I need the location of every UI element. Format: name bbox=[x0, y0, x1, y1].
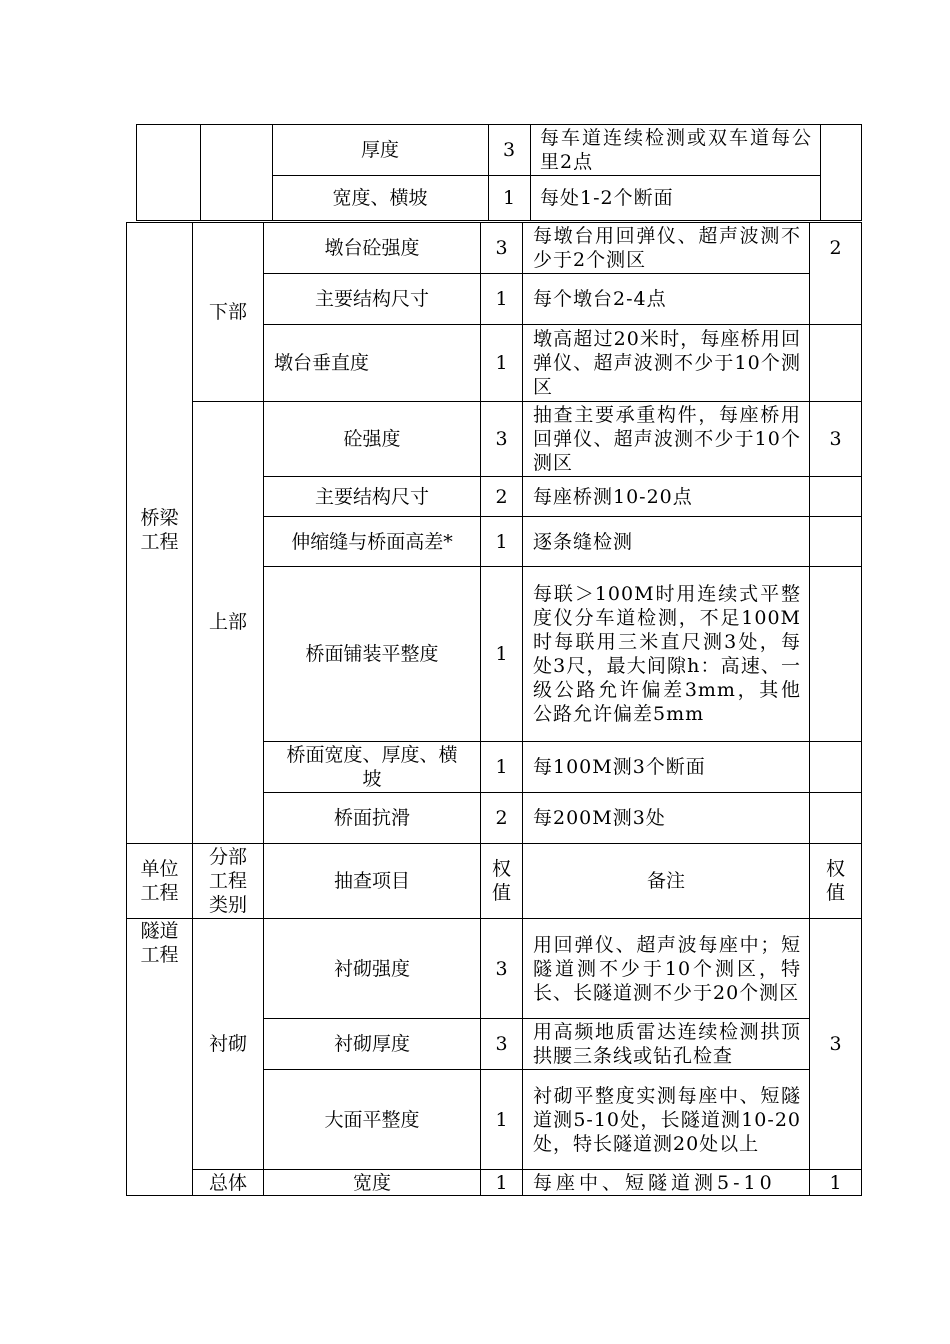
bridge-upper-item: 桥面铺装平整度 bbox=[305, 643, 439, 665]
bridge-upper-note: 每座桥测10-20点 bbox=[533, 485, 693, 508]
tunnel-lining-item: 衬砌强度 bbox=[333, 957, 410, 980]
top-row-note: 每车道连续检测或双车道每公里2点 bbox=[540, 127, 812, 173]
category-lower: 下部 bbox=[208, 301, 247, 323]
group-weight-overall: 1 bbox=[829, 1171, 842, 1194]
bridge-upper-weight: 2 bbox=[495, 807, 508, 829]
unit-tunnel: 隧道工程 bbox=[140, 920, 179, 966]
bridge-upper-item: 主要结构尺寸 bbox=[314, 485, 429, 508]
header-group-weight: 权值 bbox=[825, 858, 845, 904]
group-weight-upper: 3 bbox=[829, 428, 842, 450]
tunnel-overall-note: 每座中、短隧道测5-10 bbox=[533, 1171, 776, 1194]
bridge-lower-weight: 1 bbox=[495, 288, 508, 310]
tunnel-lining-note: 用回弹仪、超声波每座中；短隧道测不少于10个测区，特长、长隧道测不少于20个测区 bbox=[533, 933, 801, 1004]
tunnel-overall-item: 宽度 bbox=[352, 1171, 391, 1194]
bridge-lower-note: 每墩台用回弹仪、超声波测不少于2个测区 bbox=[533, 225, 801, 271]
tunnel-lining-weight: 3 bbox=[495, 1033, 508, 1055]
bridge-lower-weight: 1 bbox=[495, 352, 508, 374]
bridge-upper-item: 砼强度 bbox=[343, 428, 401, 450]
tunnel-lining-note: 用高频地质雷达连续检测拱顶拱腰三条线或钻孔检查 bbox=[533, 1021, 801, 1067]
bridge-upper-item: 伸缩缝与桥面高差* bbox=[291, 530, 453, 553]
top-row-weight: 3 bbox=[502, 139, 516, 161]
bridge-lower-item: 墩台垂直度 bbox=[274, 352, 370, 374]
tunnel-lining-item: 大面平整度 bbox=[324, 1108, 420, 1131]
bridge-lower-note: 墩高超过20米时，每座桥用回弹仪、超声波测不少于10个测区 bbox=[533, 328, 801, 398]
tunnel-overall-weight: 1 bbox=[495, 1171, 508, 1194]
category-lining: 衬砌 bbox=[208, 1033, 247, 1055]
bridge-lower-note: 每个墩台2-4点 bbox=[533, 288, 667, 310]
bridge-upper-item: 桥面宽度、厚度、横坡 bbox=[286, 744, 458, 790]
category-overall: 总体 bbox=[208, 1171, 247, 1194]
bridge-upper-note: 每100M测3个断面 bbox=[533, 756, 706, 778]
header-unit: 单位工程 bbox=[140, 858, 179, 904]
bridge-upper-note: 抽查主要承重构件，每座桥用回弹仪、超声波测不少于10个测区 bbox=[533, 404, 801, 474]
group-weight-lining: 3 bbox=[829, 1033, 842, 1055]
top-row-note: 每处1-2个断面 bbox=[540, 187, 674, 209]
unit-bridge: 桥梁工程 bbox=[140, 507, 179, 553]
bridge-upper-weight: 1 bbox=[495, 643, 508, 665]
header-weight: 权值 bbox=[491, 858, 511, 904]
tunnel-lining-weight: 3 bbox=[495, 957, 508, 980]
bridge-lower-item: 墩台砼强度 bbox=[324, 237, 420, 259]
top-row-item: 宽度、横坡 bbox=[332, 187, 428, 209]
bridge-upper-note: 逐条缝检测 bbox=[533, 530, 634, 553]
bridge-lower-weight: 3 bbox=[495, 237, 508, 259]
tunnel-lining-item: 衬砌厚度 bbox=[333, 1033, 410, 1055]
bridge-upper-note: 每联＞100M时用连续式平整度仪分车道检测，不足100M时每联用三米直尺测3处，每处3尺，最大间隙h：高速、一级公路允许偏差3mm，其他公路允许偏差5mm bbox=[533, 583, 801, 725]
tunnel-lining-note: 衬砌平整度实测每座中、短隧道测5-10处，长隧道测10-20处，特长隧道测20处以上 bbox=[533, 1084, 801, 1155]
bridge-lower-item: 主要结构尺寸 bbox=[314, 288, 429, 310]
header-note: 备注 bbox=[646, 870, 685, 892]
bridge-upper-weight: 3 bbox=[495, 428, 508, 450]
bridge-upper-note: 每200M测3处 bbox=[533, 807, 666, 829]
bridge-upper-weight: 1 bbox=[495, 756, 508, 778]
tunnel-lining-weight: 1 bbox=[495, 1108, 508, 1131]
bridge-upper-weight: 1 bbox=[495, 530, 508, 553]
top-row-item: 厚度 bbox=[360, 139, 399, 161]
header-category: 分部工程类别 bbox=[208, 846, 247, 916]
bridge-upper-item: 桥面抗滑 bbox=[333, 807, 410, 829]
top-row-weight: 1 bbox=[502, 187, 516, 209]
bridge-upper-weight: 2 bbox=[495, 485, 508, 508]
header-item: 抽查项目 bbox=[333, 870, 410, 892]
category-upper: 上部 bbox=[208, 611, 247, 633]
group-weight-lower: 2 bbox=[829, 237, 842, 259]
